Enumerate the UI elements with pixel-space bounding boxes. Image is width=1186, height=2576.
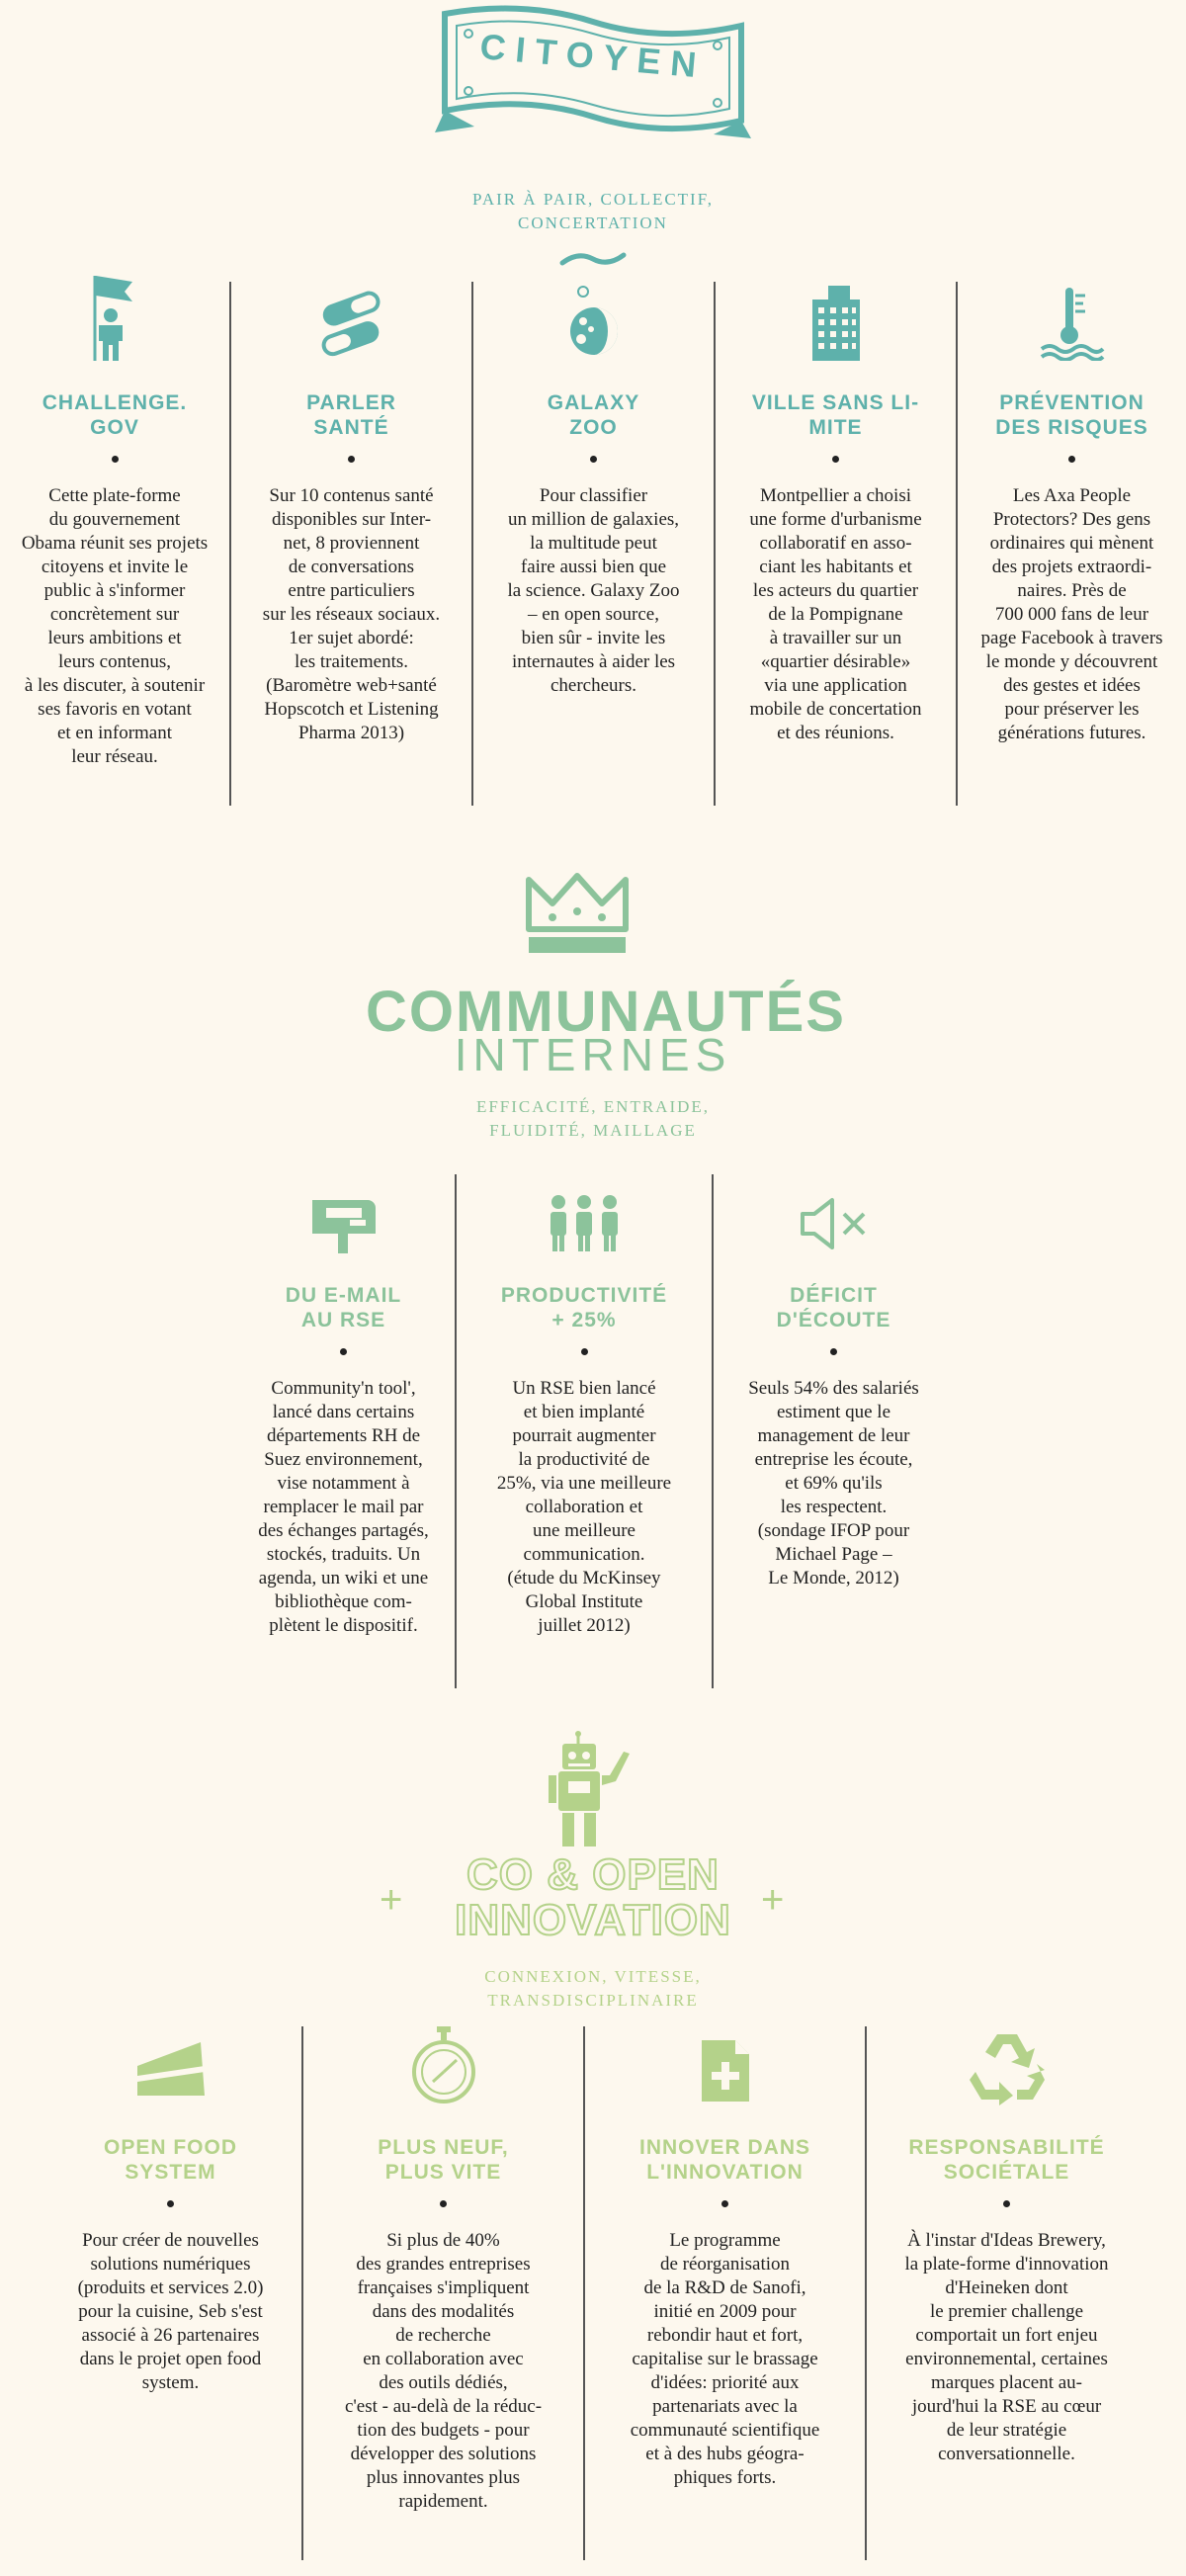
thermometer-water-icon [1038, 282, 1107, 361]
bullet-dot [830, 1348, 837, 1355]
communautes-tagline: EFFICACITÉ, ENTRAIDE, FLUIDITÉ, MAILLAGE [475, 1097, 711, 1140]
crown-icon [523, 870, 632, 959]
innovation-tagline: CONNEXION, VITESSE, TRANSDISCIPLINAIRE [484, 1967, 702, 2010]
item-body: Un RSE bien lancé et bien implanté pourrait augmenter la productivité de 25%, via une meilleure collaboration et une meilleure communication. (étude du McKinsey Global Institute juillet 2012) [496, 1378, 672, 1636]
plus-right-icon: + [761, 1878, 785, 1922]
citoyen-item-ville-sans-limite: VILLE SANS LI- MITE Montpellier a choisi une forme d'urbanisme collaboratif en asso- ciant les habitants et les acteurs du quartier de la Pompignane à travailler sur un «quartier désirable» via une application mobile de concertation et des réunions. [714, 282, 956, 806]
innovation-section [0, 1730, 1186, 2576]
communautes-item-deficit-ecoute: DÉFICIT D'ÉCOUTE Seuls 54% des salariés estiment que le management de leur entreprise les écoute, et 69% qu'ils les respectent. (sondage IFOP pour Michael Page – Le Monde, 2012) [712, 1174, 954, 1688]
item-body: Les Axa People Protectors? Des gens ordinaires qui mènent des projets extraordi- naires. Près de 700 000 fans de leur page Facebook à travers le monde y découvrent des gestes et idées pour préserver les générations futures. [980, 485, 1163, 743]
flag-person-icon [85, 272, 144, 361]
bullet-dot [440, 2200, 447, 2207]
item-body: Pour classifier un million de galaxies, la multitude peut faire aussi bien que la science. Galaxy Zoo – en open source, bien sûr - invite les internautes à aider les chercheurs. [507, 485, 680, 696]
citoyen-item-parler-sante: PARLER SANTÉ Sur 10 contenus santé disponibles sur Inter- net, 8 proviennent de conversations entre particuliers sur les réseaux sociaux. 1er sujet abordé: les traitements. (Baromètre web+santé Hopscotch et Listening Pharma 2013) [229, 282, 471, 806]
citoyen-section [0, 0, 1186, 820]
innovation-item-open-food: OPEN FOOD SYSTEM Pour créer de nouvelles solutions numériques (produits et services 2.0) pour la cuisine, Seb s'est associé à 26 partenaires dans le projet open food system. [40, 2026, 301, 2560]
item-body: Cette plate-forme du gouvernement Obama réunit ses projets citoyens et invite le public à s'informer concrètement sur leurs ambitions et leurs contenus, à les discuter, à soutenir ses favoris en votant et en informant leur réseau. [21, 485, 209, 767]
citoyen-item-galaxy-zoo: GALAXY ZOO Pour classifier un million de galaxies, la multitude peut faire aussi bien que la science. Galaxy Zoo – en open source, bien sûr - invite les internautes à aider les chercheurs. [471, 282, 714, 806]
innovation-title-line1: CO & OPEN [466, 1850, 720, 1899]
bullet-dot [581, 1348, 588, 1355]
cake-slice-icon [131, 2036, 211, 2105]
tilde-divider-icon [558, 249, 628, 269]
bullet-dot [112, 456, 119, 463]
stopwatch-icon [409, 2026, 478, 2105]
innovation-item-plus-neuf: PLUS NEUF, PLUS VITE Si plus de 40% des grandes entreprises françaises s'impliquent dans des modalités de recherche en collaboration avec des outils dédiés, c'est - au-delà de la réduc- tion des budgets - pour développer des solutions plus innovantes plus rapidement. [301, 2026, 583, 2560]
plus-left-icon: + [380, 1878, 403, 1922]
innovation-item-innover: INNOVER DANS L'INNOVATION Le programme de réorganisation de la R&D de Sanofi, initié en 2009 pour rebondir haut et fort, capitalise sur le brassage d'idées: priorité aux partenariats avec la communauté scientifique et à des hubs géogra- phiques forts. [583, 2026, 865, 2560]
item-body: Si plus de 40% des grandes entreprises françaises s'impliquent dans des modalités de recherche en collaboration avec des outils dédiés, c'est - au-delà de la réduc- tion des budgets - pour développer des solutions plus innovantes plus rapidement. [344, 2230, 543, 2512]
communautes-title-line1: COMMUNAUTÉS [366, 980, 846, 1044]
bullet-dot [1068, 456, 1075, 463]
bullet-dot [340, 1348, 347, 1355]
people-group-icon [545, 1194, 624, 1253]
communautes-item-productivite: PRODUCTIVITÉ + 25% Un RSE bien lancé et bien implanté pourrait augmenter la productivité de 25%, via une meilleure collaboration et une meilleure communication. (étude du McKinsey Global Institute juillet 2012) [455, 1174, 712, 1688]
pills-icon [312, 282, 391, 361]
innovation-title-line2: INNOVATION [455, 1896, 731, 1944]
citoyen-tagline: PAIR À PAIR, COLLECTIF, CONCERTATION [471, 190, 715, 232]
planet-icon [559, 282, 629, 361]
bullet-dot [590, 456, 597, 463]
communautes-section [0, 860, 1186, 1720]
communautes-title-line2: INTERNES [454, 1029, 732, 1080]
mailbox-icon [304, 1194, 383, 1253]
communautes-item-email-rse: DU E-MAIL AU RSE Community'n tool', lancé dans certains départements RH de Suez environnement, vise notamment à remplacer le mail par des échanges partagés, stockés, traduits. Un agenda, un wiki et une bibliothèque com- plètent le dispositif. [232, 1174, 455, 1688]
building-icon [808, 282, 864, 361]
bullet-dot [348, 456, 355, 463]
item-body: Community'n tool', lancé dans certains départements RH de Suez environnement, vise notamment à remplacer le mail par des échanges partagés, stockés, traduits. Un agenda, un wiki et une bibliothèque com- plètent le dispositif. [258, 1378, 429, 1636]
item-body: Seuls 54% des salariés estiment que le management de leur entreprise les écoute, et 69% qu'ils les respectent. (sondage IFOP pour Michael Page – Le Monde, 2012) [748, 1378, 919, 1589]
item-body: Montpellier a choisi une forme d'urbanisme collaboratif en asso- ciant les habitants et les acteurs du quartier de la Pompignane à travailler sur un «quartier désirable» via une application mobile de concertation et des réunions. [749, 485, 922, 743]
bullet-dot [167, 2200, 174, 2207]
item-body: Sur 10 contenus santé disponibles sur Inter- net, 8 proviennent de conversations entre particuliers sur les réseaux sociaux. 1er sujet abordé: les traitements. (Baromètre web+santé Hopscotch et Listening Pharma 2013) [262, 485, 441, 743]
bullet-dot [721, 2200, 728, 2207]
speaker-mute-icon [795, 1194, 874, 1253]
banner-title: CITOYEN [478, 26, 709, 86]
bullet-dot [1003, 2200, 1010, 2207]
citoyen-item-prevention-risques: PRÉVENTION DES RISQUES Les Axa People Protectors? Des gens ordinaires qui mènent des projets extraordi- naires. Près de 700 000 fans de leur page Facebook à travers le monde y découvrent des gestes et idées pour préserver les générations futures. [956, 282, 1186, 806]
bullet-dot [832, 456, 839, 463]
robot-icon [549, 1730, 637, 1848]
innovation-item-responsabilite: RESPONSABILITÉ SOCIÉTALE À l'instar d'Ideas Brewery, la plate-forme d'innovation d'Heineken dont le premier challenge comportait un fort enjeu environnemental, certaines marques placent au- jourd'hui la RSE au cœur de leur stratégie conversationnelle. [865, 2026, 1146, 2560]
citoyen-item-challenge-gov: CHALLENGE. GOV Cette plate-forme du gouvernement Obama réunit ses projets citoyens et invite le public à s'informer concrètement sur leurs ambitions et leurs contenus, à les discuter, à soutenir ses favoris en votant et en informant leur réseau. [0, 282, 229, 806]
item-body: Le programme de réorganisation de la R&D de Sanofi, initié en 2009 pour rebondir haut et fort, capitalise sur le brassage d'idées: priorité aux partenariats avec la communauté scientifique et à des hubs géogra- phiques forts. [630, 2230, 820, 2488]
item-body: Pour créer de nouvelles solutions numériques (produits et services 2.0) pour la cuisine, Seb s'est associé à 26 partenaires dans le projet open food system. [77, 2230, 264, 2393]
document-plus-icon [696, 2036, 755, 2105]
recycle-icon [968, 2030, 1047, 2105]
item-body: À l'instar d'Ideas Brewery, la plate-forme d'innovation d'Heineken dont le premier challenge comportait un fort enjeu environnemental, certaines marques placent au- jourd'hui la RSE au cœur de leur stratégie conversationnelle. [904, 2230, 1109, 2464]
